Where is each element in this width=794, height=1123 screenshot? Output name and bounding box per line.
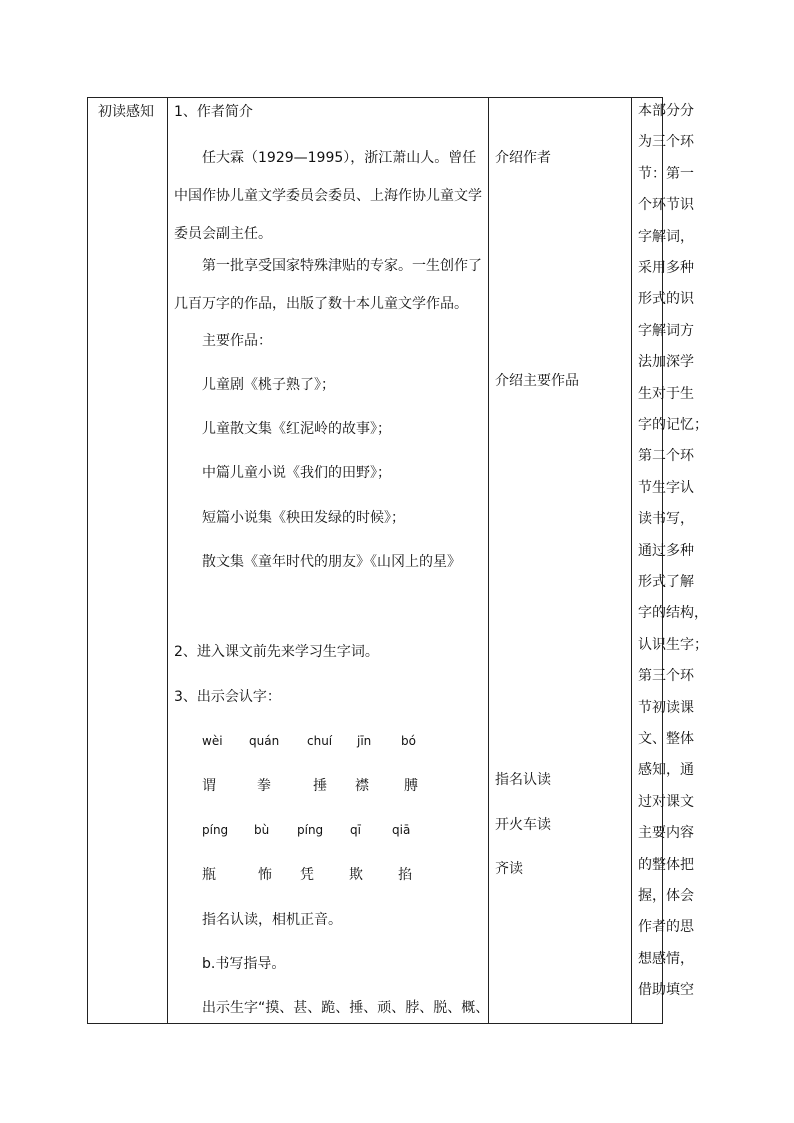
activity-read-together: 齐读	[495, 861, 523, 877]
author-intro-heading: 1、作者简介	[174, 104, 253, 120]
design-intent-line: 作者的思	[638, 919, 694, 936]
pinyin: jīn	[357, 734, 372, 748]
activity-read-by-name: 指名认读	[495, 772, 551, 788]
section-label: 初读感知	[98, 104, 154, 120]
design-intent-line: 想感情，	[638, 950, 694, 967]
vocab-character: 怖	[258, 867, 272, 883]
pinyin: píng	[297, 823, 324, 837]
vocab-character: 拳	[257, 778, 271, 794]
reading-note: 指名认读，相机正音。	[202, 912, 342, 928]
pinyin: chuí	[307, 734, 333, 748]
vocab-character: 谓	[202, 778, 216, 794]
design-intent-line: 形式了解	[638, 574, 694, 590]
vocab-character: 瓶	[202, 867, 216, 883]
table-divider-2	[488, 97, 489, 1024]
design-intent-line: 第三个环	[638, 668, 694, 685]
work-item: 中篇儿童小说《我们的田野》；	[202, 465, 391, 481]
pinyin: quán	[249, 734, 280, 748]
design-intent-line: 字解词方	[638, 322, 694, 339]
vocab-character: 凭	[300, 867, 314, 883]
work-item: 儿童散文集《红泥岭的故事》；	[202, 421, 391, 437]
table-border-bottom	[87, 1023, 663, 1024]
works-title: 主要作品：	[202, 333, 272, 349]
design-intent-line: 主要内容	[638, 825, 694, 842]
design-intent-line: 字的结构，	[638, 605, 708, 622]
design-intent-line: 文、整体	[638, 731, 694, 747]
design-intent-line: 过对课文	[638, 793, 694, 810]
vocab-character: 捶	[313, 778, 327, 794]
design-intent-line: 读书写，	[638, 511, 694, 528]
design-intent-line: 本部分分	[638, 103, 694, 119]
table-border-left	[87, 97, 88, 1024]
step-3-text: 3、出示会认字：	[174, 689, 281, 705]
writing-characters-line: 出示生字“摸、甚、跪、捶、顽、脖、脱、概、	[202, 1000, 490, 1016]
design-intent-line: 字解词，	[638, 228, 694, 245]
vocab-character: 襟	[355, 778, 369, 794]
vocab-character: 掐	[398, 867, 412, 883]
pinyin: bù	[254, 823, 270, 837]
pinyin: bó	[401, 734, 416, 748]
work-item: 散文集《童年时代的朋友》《山冈上的星》	[202, 554, 461, 570]
design-intent-line: 第二个环	[638, 448, 694, 465]
work-item: 儿童剧《桃子熟了》；	[202, 377, 335, 393]
design-intent-line: 感知，通	[638, 762, 694, 779]
pinyin: qī	[350, 823, 361, 837]
table-border-top	[87, 97, 663, 98]
writing-guide-title: b.书写指导。	[202, 956, 286, 972]
vocab-character: 膊	[404, 778, 418, 794]
design-intent-line: 借助填空	[638, 982, 694, 999]
pinyin: píng	[202, 823, 229, 837]
activity-train-reading: 开火车读	[495, 817, 551, 833]
author-bio-paragraph: 任大霖（1929—1995），浙江萧山人。曾任中国作协儿童文学委员会委员、上海作协儿童文学委员会副主任。	[174, 150, 482, 242]
activity-intro-author: 介绍作者	[495, 150, 551, 166]
design-intent-line: 生对于生	[638, 385, 694, 402]
activity-intro-works: 介绍主要作品	[495, 373, 579, 389]
step-2-text: 2、进入课文前先来学习生字词。	[174, 644, 379, 660]
design-intent-line: 的整体把	[638, 856, 694, 873]
table-divider-1	[167, 97, 168, 1024]
design-intent-line: 节初读课	[638, 699, 694, 716]
vocab-character: 欺	[349, 867, 363, 883]
design-intent-line: 个环节识	[638, 197, 694, 214]
design-intent-line: 形式的识	[638, 291, 694, 308]
design-intent-line: 认识生字；	[638, 636, 708, 653]
pinyin: qiā	[392, 823, 411, 837]
design-intent-line: 握，体会	[638, 888, 694, 904]
table-divider-3	[631, 97, 632, 1024]
author-honor-paragraph: 第一批享受国家特殊津贴的专家。一生创作了几百万字的作品，出版了数十本儿童文学作品。	[174, 258, 482, 312]
design-intent-line: 节生字认	[638, 479, 694, 496]
design-intent-line: 节：第一	[638, 165, 694, 182]
work-item: 短篇小说集《秧田发绿的时候》；	[202, 510, 405, 526]
design-intent-line: 法加深学	[638, 354, 694, 371]
design-intent-line: 字的记忆；	[638, 417, 708, 433]
design-intent-line: 为三个环	[638, 134, 694, 151]
pinyin: wèi	[202, 734, 223, 748]
design-intent-line: 采用多种	[638, 260, 694, 276]
design-intent-line: 通过多种	[638, 542, 694, 559]
